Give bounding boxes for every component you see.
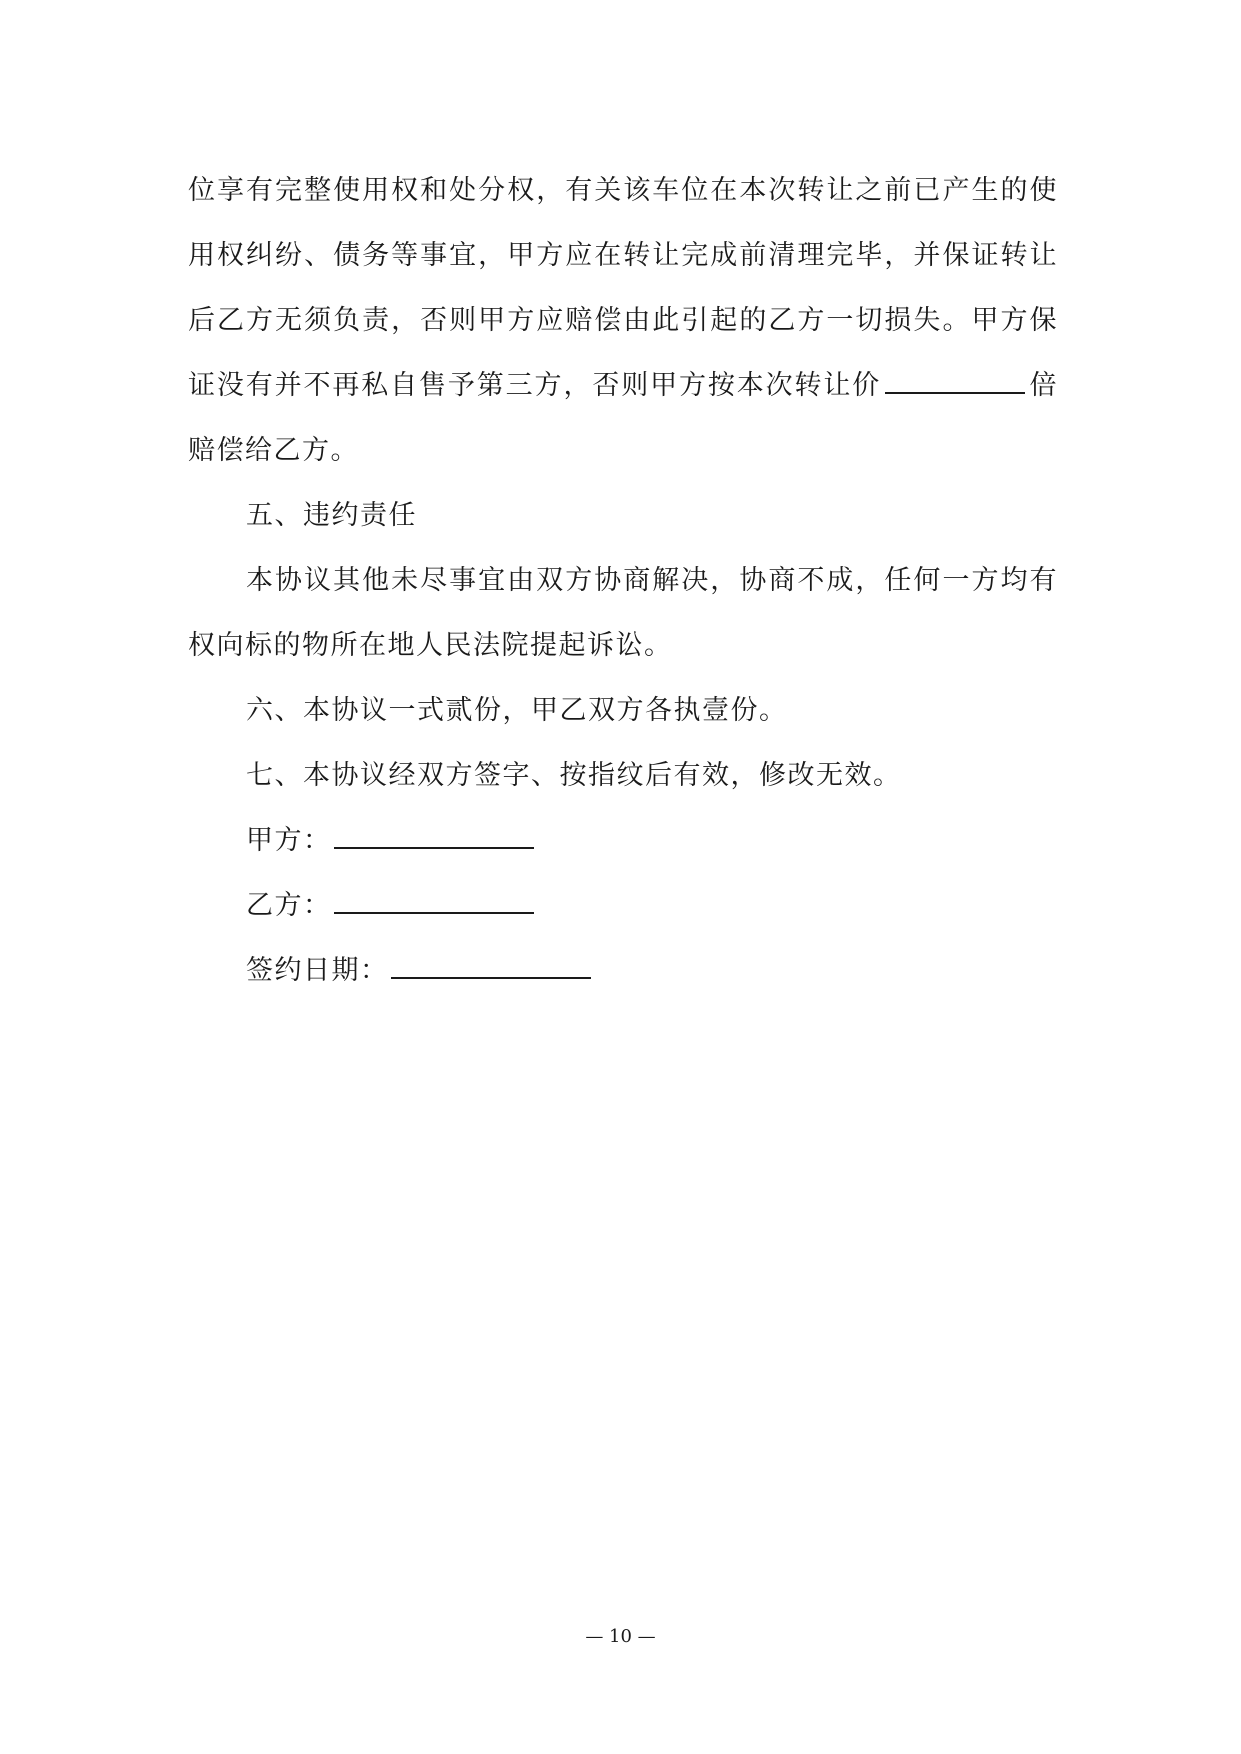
paragraph-text: 倍 (1029, 370, 1059, 401)
section-validity: 七、本协议经双方签字、按指纹后有效，修改无效。 (246, 760, 902, 791)
page-number: — 10 — (585, 1626, 656, 1647)
paragraph-line-with-blank (188, 353, 1058, 418)
signature-date (188, 938, 1058, 1003)
paragraph-line: 本协议其他未尽事宜由双方协商解决，协商不成，任何一方均有 (246, 565, 1058, 596)
paragraph-line: 赔偿给乙方。 (188, 435, 359, 466)
party-a-label: 甲方： (246, 825, 332, 856)
section-heading-breach: 五、违约责任 (246, 500, 417, 531)
party-a-signature-blank (334, 823, 534, 849)
party-b-signature-blank (334, 888, 534, 914)
date-label: 签约日期： (246, 955, 389, 986)
section-copies: 六、本协议一式贰份，甲乙双方各执壹份。 (246, 695, 788, 726)
paragraph-line: 用权纠纷、债务等事宜，甲方应在转让完成前清理完毕，并保证转让 (188, 240, 1058, 271)
paragraph-line: 权向标的物所在地人民法院提起诉讼。 (188, 630, 673, 661)
paragraph-line: 后乙方无须负责，否则甲方应赔偿由此引起的乙方一切损失。甲方保 (188, 305, 1058, 336)
paragraph-line: 位享有完整使用权和处分权，有关该车位在本次转让之前已产生的使 (188, 175, 1058, 206)
signature-party-b (188, 873, 1058, 938)
paragraph-text: 证没有并不再私自售予第三方，否则甲方按本次转让价 (188, 370, 882, 401)
document-body (188, 158, 1058, 1003)
party-b-label: 乙方： (246, 890, 332, 921)
signature-party-a (188, 808, 1058, 873)
date-blank (391, 953, 591, 979)
multiplier-blank (885, 368, 1025, 394)
